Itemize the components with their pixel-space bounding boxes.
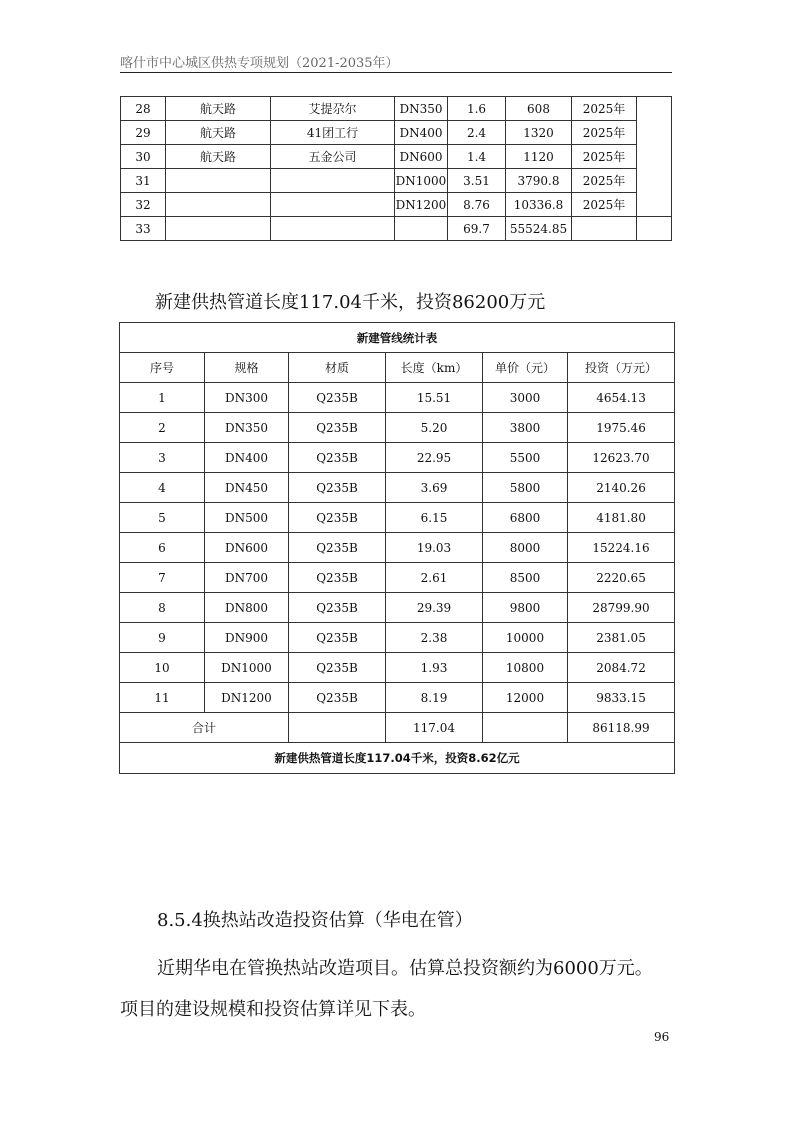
table-row bbox=[121, 193, 672, 217]
table-cell bbox=[271, 217, 395, 241]
continued-pipeline-table bbox=[120, 96, 672, 241]
table-cell: Q235B bbox=[289, 383, 386, 413]
table-cell: 3.51 bbox=[448, 169, 506, 193]
total-investment: 86118.99 bbox=[568, 713, 675, 743]
table-cell: 8500 bbox=[483, 563, 568, 593]
column-header: 长度（km） bbox=[386, 353, 483, 383]
table-cell: 1 bbox=[120, 383, 205, 413]
table-cell: 5800 bbox=[483, 473, 568, 503]
table-cell: 12623.70 bbox=[568, 443, 675, 473]
section-heading: 8.5.4换热站改造投资估算（华电在管） bbox=[157, 910, 473, 931]
table-cell: DN600 bbox=[395, 145, 448, 169]
table-cell: 10336.8 bbox=[506, 193, 572, 217]
table-row bbox=[121, 217, 672, 241]
table-cell: 2.38 bbox=[386, 623, 483, 653]
table-cell: 2381.05 bbox=[568, 623, 675, 653]
table-cell: 9800 bbox=[483, 593, 568, 623]
table-cell: DN400 bbox=[395, 121, 448, 145]
table-row bbox=[120, 533, 675, 563]
table-caption-row bbox=[120, 323, 675, 353]
table-cell: 3.69 bbox=[386, 473, 483, 503]
table-cell: 航天路 bbox=[166, 121, 271, 145]
table-row bbox=[120, 503, 675, 533]
table-cell: 55524.85 bbox=[506, 217, 572, 241]
table-cell: DN800 bbox=[205, 593, 289, 623]
table-cell: Q235B bbox=[289, 623, 386, 653]
table-row bbox=[120, 473, 675, 503]
table-cell: 11 bbox=[120, 683, 205, 713]
table-cell: 9833.15 bbox=[568, 683, 675, 713]
table-cell: DN1200 bbox=[205, 683, 289, 713]
table-row bbox=[121, 97, 672, 121]
table-cell: 3800 bbox=[483, 413, 568, 443]
table-cell: 2025年 bbox=[572, 97, 637, 121]
table-cell: 7 bbox=[120, 563, 205, 593]
table-row bbox=[120, 563, 675, 593]
table-cell: 19.03 bbox=[386, 533, 483, 563]
table-footer: 新建供热管道长度117.04千米，投资8.62亿元 bbox=[120, 743, 675, 774]
table-cell bbox=[637, 217, 672, 241]
table-cell: 2025年 bbox=[572, 193, 637, 217]
table-cell: 2025年 bbox=[572, 169, 637, 193]
table-cell: 1975.46 bbox=[568, 413, 675, 443]
table-cell: 4 bbox=[120, 473, 205, 503]
table-cell: Q235B bbox=[289, 503, 386, 533]
table-cell: Q235B bbox=[289, 593, 386, 623]
table-cell-merged bbox=[637, 97, 672, 217]
table-footer-row bbox=[120, 743, 675, 774]
table-cell: 33 bbox=[121, 217, 166, 241]
table-cell: DN1000 bbox=[395, 169, 448, 193]
table-cell: Q235B bbox=[289, 533, 386, 563]
column-header: 投资（万元） bbox=[568, 353, 675, 383]
section-paragraph-1: 近期华电在管换热站改造项目。估算总投资额约为6000万元。 bbox=[157, 958, 653, 979]
table-cell: 4654.13 bbox=[568, 383, 675, 413]
table-cell: DN1000 bbox=[205, 653, 289, 683]
table-row bbox=[120, 413, 675, 443]
table-cell: 41团工行 bbox=[271, 121, 395, 145]
investment-summary-paragraph: 新建供热管道长度117.04千米，投资86200万元 bbox=[155, 292, 546, 313]
table-cell: 5500 bbox=[483, 443, 568, 473]
table-cell: 5.20 bbox=[386, 413, 483, 443]
column-header: 规格 bbox=[205, 353, 289, 383]
table-cell: 8.19 bbox=[386, 683, 483, 713]
table-cell: 10 bbox=[120, 653, 205, 683]
table-cell: 5 bbox=[120, 503, 205, 533]
table-cell: 6 bbox=[120, 533, 205, 563]
new-pipeline-stats-table bbox=[119, 322, 675, 774]
table-cell: 1120 bbox=[506, 145, 572, 169]
table-cell: 1.6 bbox=[448, 97, 506, 121]
table-cell bbox=[572, 217, 637, 241]
page-header-title: 喀什市中心城区供热专项规划（2021-2035年） bbox=[120, 56, 399, 71]
table-cell: Q235B bbox=[289, 563, 386, 593]
table-cell: 28 bbox=[121, 97, 166, 121]
table-cell: 3790.8 bbox=[506, 169, 572, 193]
table-cell bbox=[271, 193, 395, 217]
table-cell: 2.4 bbox=[448, 121, 506, 145]
total-label: 合计 bbox=[120, 713, 289, 743]
table-cell: 15.51 bbox=[386, 383, 483, 413]
table-cell: DN900 bbox=[205, 623, 289, 653]
table-cell: Q235B bbox=[289, 473, 386, 503]
table-cell: DN350 bbox=[395, 97, 448, 121]
table-cell: DN1200 bbox=[395, 193, 448, 217]
table-cell: 10000 bbox=[483, 623, 568, 653]
section-paragraph-2: 项目的建设规模和投资估算详见下表。 bbox=[120, 999, 426, 1020]
table-cell: Q235B bbox=[289, 413, 386, 443]
table-cell: 航天路 bbox=[166, 97, 271, 121]
table-cell: 608 bbox=[506, 97, 572, 121]
table-cell bbox=[166, 193, 271, 217]
table-cell: DN700 bbox=[205, 563, 289, 593]
table-cell: 4181.80 bbox=[568, 503, 675, 533]
table-row bbox=[121, 145, 672, 169]
table-cell: 3000 bbox=[483, 383, 568, 413]
column-header: 材质 bbox=[289, 353, 386, 383]
table-cell: 32 bbox=[121, 193, 166, 217]
table-cell: 2025年 bbox=[572, 145, 637, 169]
table-cell: 22.95 bbox=[386, 443, 483, 473]
table-cell: 2.61 bbox=[386, 563, 483, 593]
table-cell: 8.76 bbox=[448, 193, 506, 217]
table-cell: 29 bbox=[121, 121, 166, 145]
table-cell: 8 bbox=[120, 593, 205, 623]
page-number: 96 bbox=[654, 1030, 670, 1044]
table-row bbox=[120, 383, 675, 413]
total-length: 117.04 bbox=[386, 713, 483, 743]
table-cell: 2025年 bbox=[572, 121, 637, 145]
table-cell: 28799.90 bbox=[568, 593, 675, 623]
table-cell: 1.4 bbox=[448, 145, 506, 169]
table-cell: 1.93 bbox=[386, 653, 483, 683]
table-row bbox=[120, 443, 675, 473]
table-cell bbox=[271, 169, 395, 193]
table-cell: 2140.26 bbox=[568, 473, 675, 503]
table-cell: 10800 bbox=[483, 653, 568, 683]
column-header: 单价（元） bbox=[483, 353, 568, 383]
table-row bbox=[120, 653, 675, 683]
table-cell bbox=[166, 217, 271, 241]
table-row bbox=[120, 683, 675, 713]
table-cell: 69.7 bbox=[448, 217, 506, 241]
table-cell: Q235B bbox=[289, 443, 386, 473]
table-cell: 9 bbox=[120, 623, 205, 653]
table-cell: 6800 bbox=[483, 503, 568, 533]
table-cell: 30 bbox=[121, 145, 166, 169]
table-caption: 新建管线统计表 bbox=[120, 323, 675, 353]
table-cell: 艾提尕尔 bbox=[271, 97, 395, 121]
table-cell: DN600 bbox=[205, 533, 289, 563]
table-cell: DN350 bbox=[205, 413, 289, 443]
table-cell: 2220.65 bbox=[568, 563, 675, 593]
table-row bbox=[121, 121, 672, 145]
table-cell: 15224.16 bbox=[568, 533, 675, 563]
table-cell: Q235B bbox=[289, 653, 386, 683]
table-cell: 航天路 bbox=[166, 145, 271, 169]
table-cell bbox=[166, 169, 271, 193]
table-row bbox=[121, 169, 672, 193]
table-cell bbox=[395, 217, 448, 241]
table-cell: 2 bbox=[120, 413, 205, 443]
table-cell: DN450 bbox=[205, 473, 289, 503]
table-cell: 6.15 bbox=[386, 503, 483, 533]
column-header: 序号 bbox=[120, 353, 205, 383]
table-row bbox=[120, 623, 675, 653]
total-price bbox=[483, 713, 568, 743]
table-cell: 8000 bbox=[483, 533, 568, 563]
table-cell: 12000 bbox=[483, 683, 568, 713]
table-cell: DN500 bbox=[205, 503, 289, 533]
total-material bbox=[289, 713, 386, 743]
table-cell: DN400 bbox=[205, 443, 289, 473]
total-row bbox=[120, 713, 675, 743]
table-header-row bbox=[120, 353, 675, 383]
table-cell: 五金公司 bbox=[271, 145, 395, 169]
table-cell: 1320 bbox=[506, 121, 572, 145]
table-cell: 29.39 bbox=[386, 593, 483, 623]
header-rule bbox=[120, 72, 672, 73]
table-cell: 31 bbox=[121, 169, 166, 193]
table-cell: Q235B bbox=[289, 683, 386, 713]
table-cell: 3 bbox=[120, 443, 205, 473]
table-cell: DN300 bbox=[205, 383, 289, 413]
table-cell: 2084.72 bbox=[568, 653, 675, 683]
table-row bbox=[120, 593, 675, 623]
